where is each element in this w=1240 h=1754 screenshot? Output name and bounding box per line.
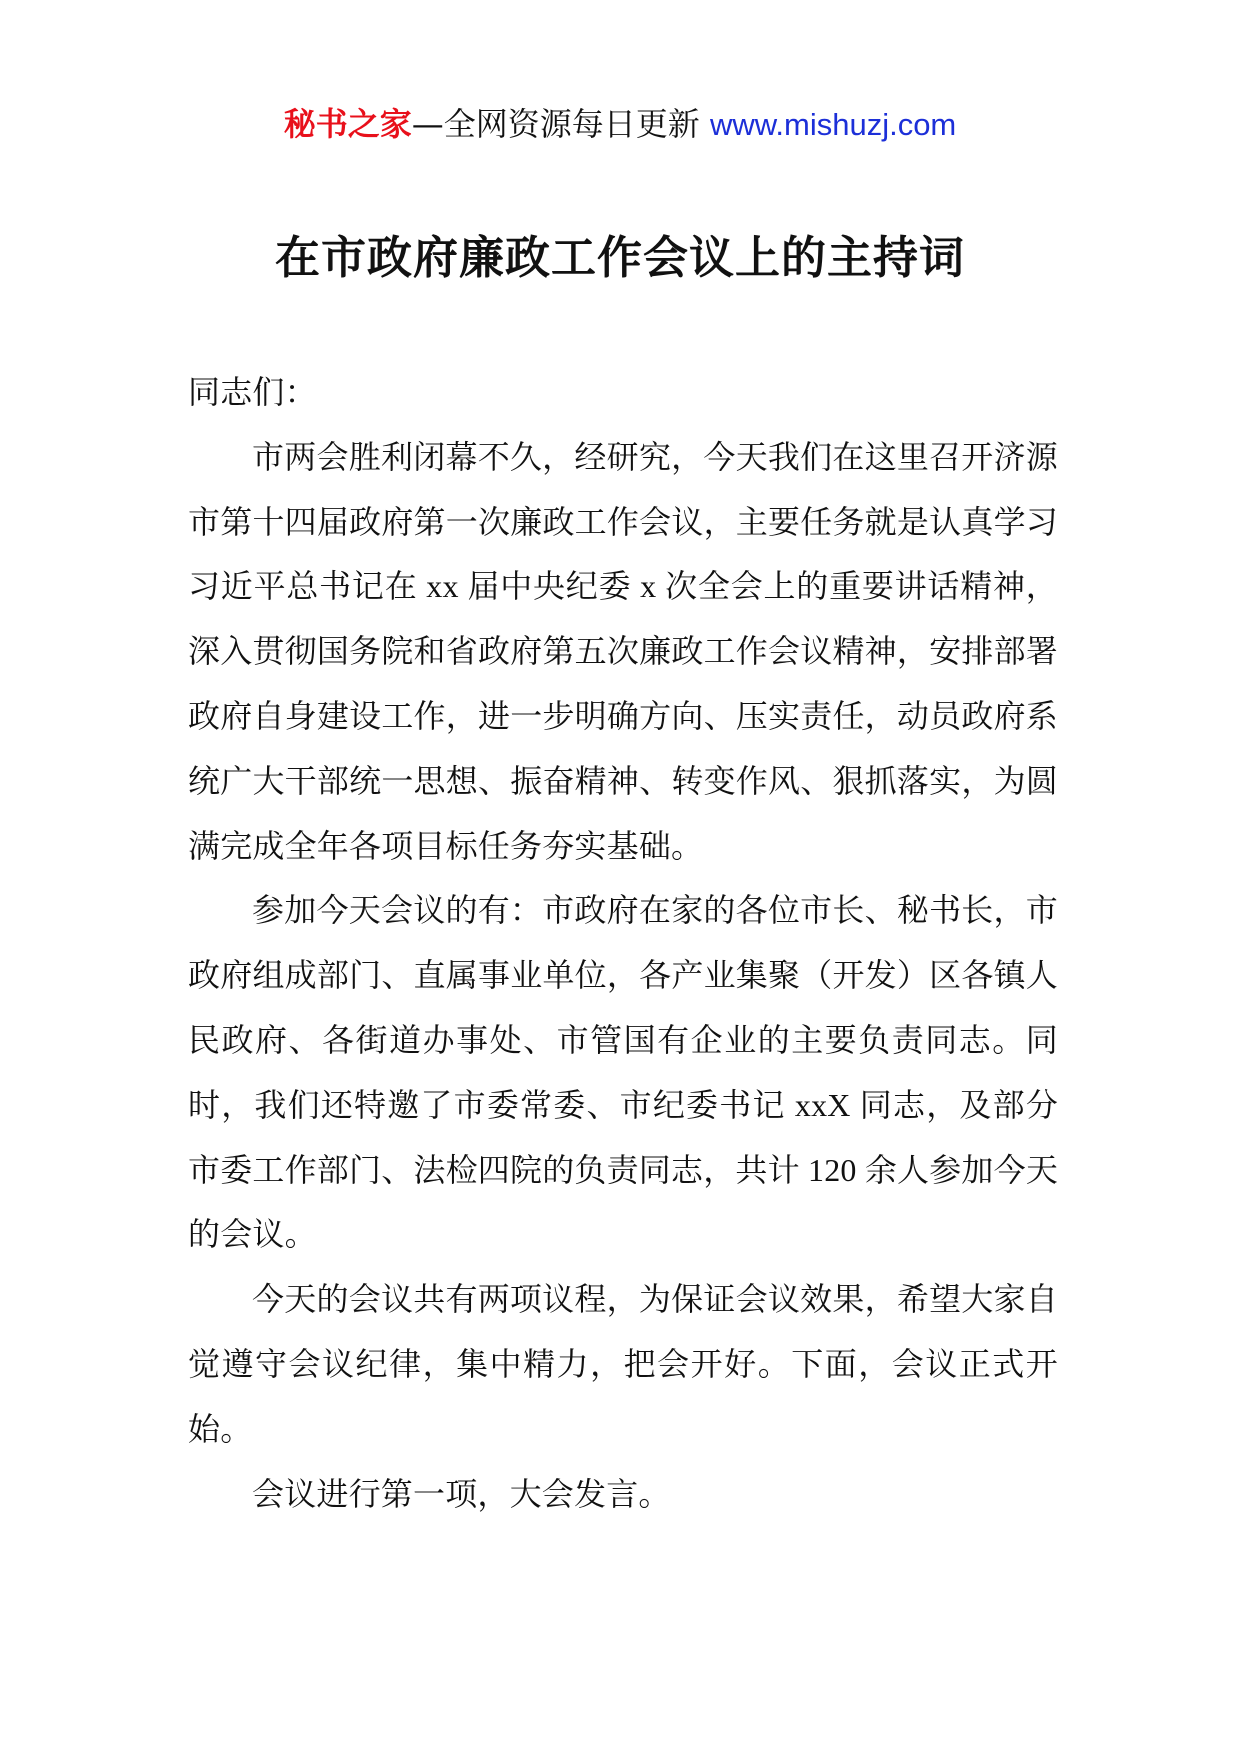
salutation: 同志们： [188, 373, 317, 411]
paragraph-attendees: 参加今天会议的有：市政府在家的各位市长、秘书长，市政府组成部门、直属事业单位，各产业集聚（开发）区各镇人民政府、各街道办事处、市管国有企业的主要负责同志。同时，我们还特邀了市委常委、市纪委书记 xxX 同志，及部分市委工作部门、法检四院的负责同志，共计 120 余人参加今天的会议。 [188, 891, 1059, 1254]
site-tagline: —全网资源每日更新 [411, 105, 710, 143]
paragraph-agenda: 今天的会议共有两项议程，为保证会议效果，希望大家自觉遵守会议纪律，集中精力，把会开好。下面，会议正式开始。 [188, 1280, 1058, 1448]
paragraph-opening: 市两会胜利闭幕不久，经研究，今天我们在这里召开济源市第十四届政府第一次廉政工作会议，主要任务就是认真学习习近平总书记在 xx 届中央纪委 x 次全会上的重要讲话精神，深入贯彻国务院和省政府第五次廉政工作会议精神，安排部署政府自身建设工作，进一步明确方向、压实责任，动员政府系统广大干部统一思想、振奋精神、转变作风、狠抓落实，为圆满完成全年各项目标任务夯实基础。 [188, 437, 1058, 865]
site-header [0, 100, 1240, 149]
paragraph-first-item: 会议进行第一项，大会发言。 [252, 1474, 671, 1513]
site-url-link[interactable]: www.mishuzj.com [709, 107, 957, 142]
document-body [188, 360, 1058, 1526]
document-title: 在市政府廉政工作会议上的主持词 [274, 231, 965, 284]
site-brand: 秘书之家 [283, 105, 412, 143]
